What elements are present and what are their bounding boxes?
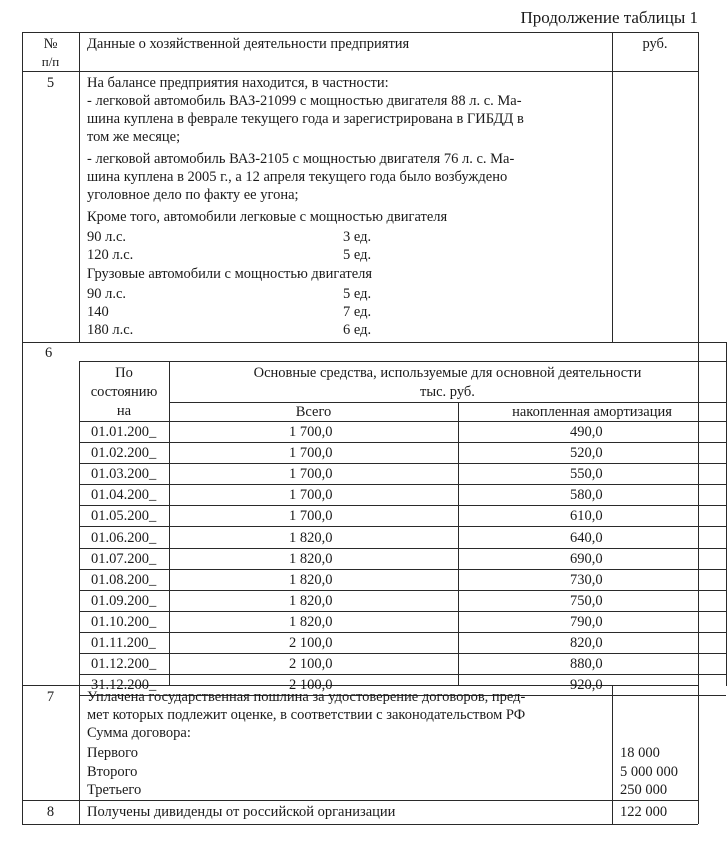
cell-total: 2 100,0 bbox=[289, 635, 333, 651]
row-8-number: 8 bbox=[46, 804, 55, 820]
table-row bbox=[79, 654, 726, 675]
table-row bbox=[79, 422, 726, 443]
contract-label: Второго bbox=[87, 764, 138, 780]
cell-date: 01.05.200_ bbox=[91, 508, 157, 525]
row-8-text: Получены дивиденды от российской организации bbox=[87, 804, 396, 820]
cell-date: 31.12.200_ bbox=[91, 677, 157, 694]
table-row bbox=[79, 612, 726, 633]
inner-header-total: Всего bbox=[295, 404, 332, 420]
cell-amortization: 520,0 bbox=[570, 445, 603, 462]
cell-total: 1 700,0 bbox=[289, 466, 333, 483]
cell-total: 1 820,0 bbox=[289, 571, 333, 588]
header-unit: руб. bbox=[642, 36, 668, 52]
table-row bbox=[79, 633, 726, 654]
cell-date: 01.10.200_ bbox=[91, 613, 157, 630]
table-row bbox=[79, 549, 726, 570]
table-row bbox=[79, 570, 726, 591]
cell-amortization: 490,0 bbox=[570, 424, 603, 440]
car-power: 120 л.с. bbox=[87, 247, 134, 263]
table-caption: Продолжение таблицы 1 bbox=[520, 8, 698, 27]
contract-label: Третьего bbox=[87, 782, 142, 798]
cell-date: 01.08.200_ bbox=[91, 571, 157, 588]
cell-total: 1 700,0 bbox=[289, 487, 333, 504]
header-num-sub: п/п bbox=[41, 54, 60, 69]
row-5-line: уголовное дело по факту ее угона; bbox=[87, 187, 299, 203]
cell-date: 01.07.200_ bbox=[91, 550, 157, 567]
table-row bbox=[79, 506, 726, 527]
cell-amortization: 750,0 bbox=[570, 592, 603, 609]
row-7-line: мет которых подлежит оценке, в соответствии с законодательством РФ bbox=[87, 707, 526, 723]
cell-date: 01.06.200_ bbox=[91, 529, 157, 546]
row-5-line: том же месяце; bbox=[87, 129, 181, 145]
row-5-line: шина куплена в феврале текущего года и зарегистрирована в ГИБДД в bbox=[87, 111, 524, 127]
truck-power: 90 л.с. bbox=[87, 286, 127, 302]
cell-amortization: 920,0 bbox=[570, 677, 603, 694]
row-7-number: 7 bbox=[46, 689, 55, 705]
inner-header-date: на bbox=[116, 403, 132, 419]
contract-value: 18 000 bbox=[620, 745, 660, 761]
cell-total: 1 820,0 bbox=[289, 529, 333, 546]
row-5-line: - легковой автомобиль ВАЗ-2105 с мощностью двигателя 76 л. с. Ма- bbox=[87, 151, 515, 167]
car-count: 3 ед. bbox=[343, 229, 372, 245]
row-6-number: 6 bbox=[45, 345, 53, 361]
cell-date: 01.03.200_ bbox=[91, 466, 157, 483]
table-row bbox=[79, 485, 726, 506]
cell-date: 01.09.200_ bbox=[91, 592, 157, 609]
table-row bbox=[79, 528, 726, 549]
contract-value: 5 000 000 bbox=[620, 764, 678, 780]
cell-total: 1 820,0 bbox=[289, 550, 333, 567]
car-power: 90 л.с. bbox=[87, 229, 127, 245]
inner-header-date: состоянию bbox=[90, 384, 158, 400]
cell-amortization: 550,0 bbox=[570, 466, 603, 483]
cell-date: 01.12.200_ bbox=[91, 656, 157, 673]
cell-total: 1 820,0 bbox=[289, 613, 333, 630]
row-5-line: На балансе предприятия находится, в частности: bbox=[87, 75, 389, 91]
row-5-line: - легковой автомобиль ВАЗ-21099 с мощностью двигателя 88 л. с. Ма- bbox=[87, 93, 522, 109]
cell-total: 1 700,0 bbox=[289, 445, 333, 462]
trucks-title: Грузовые автомобили с мощностью двигателя bbox=[87, 266, 373, 282]
cell-amortization: 580,0 bbox=[570, 487, 603, 504]
row-8-value: 122 000 bbox=[620, 804, 668, 820]
inner-header-date: По bbox=[115, 365, 133, 381]
cell-date: 01.04.200_ bbox=[91, 487, 157, 504]
cell-total: 2 100,0 bbox=[289, 677, 333, 694]
cell-amortization: 730,0 bbox=[570, 571, 603, 588]
inner-header-title: Основные средства, используемые для основной деятельности bbox=[253, 365, 642, 381]
contract-value: 250 000 bbox=[620, 782, 668, 798]
table-row bbox=[79, 464, 726, 485]
header-num: № bbox=[43, 36, 58, 52]
truck-count: 6 ед. bbox=[343, 322, 372, 338]
cell-date: 01.02.200_ bbox=[91, 445, 157, 462]
header-data: Данные о хозяйственной деятельности предприятия bbox=[87, 36, 410, 52]
inner-header-amort: накопленная амортизация bbox=[512, 404, 672, 420]
row-7-line: Уплачена государственная пошлина за удостоверение договоров, пред- bbox=[87, 689, 526, 705]
cell-total: 1 700,0 bbox=[289, 424, 333, 440]
cell-amortization: 690,0 bbox=[570, 550, 603, 567]
cell-total: 1 820,0 bbox=[289, 592, 333, 609]
cell-amortization: 610,0 bbox=[570, 508, 603, 525]
cell-amortization: 820,0 bbox=[570, 635, 603, 651]
cell-date: 01.11.200_ bbox=[91, 635, 156, 651]
contract-label: Первого bbox=[87, 745, 138, 761]
car-count: 5 ед. bbox=[343, 247, 372, 263]
truck-power: 180 л.с. bbox=[87, 322, 134, 338]
cell-total: 1 700,0 bbox=[289, 508, 333, 525]
cell-amortization: 790,0 bbox=[570, 613, 603, 630]
inner-header-unit: тыс. руб. bbox=[420, 384, 475, 400]
truck-power: 140 bbox=[87, 304, 109, 320]
row-5-number: 5 bbox=[46, 75, 55, 91]
row-7-line: Сумма договора: bbox=[87, 725, 191, 741]
truck-count: 7 ед. bbox=[343, 304, 372, 320]
truck-count: 5 ед. bbox=[343, 286, 372, 302]
table-row bbox=[79, 591, 726, 612]
cell-date: 01.01.200_ bbox=[91, 424, 157, 440]
cell-total: 2 100,0 bbox=[289, 656, 333, 673]
row-5-line: шина куплена в 2005 г., а 12 апреля текущего года было возбуждено bbox=[87, 169, 508, 185]
cell-amortization: 880,0 bbox=[570, 656, 603, 673]
cell-amortization: 640,0 bbox=[570, 529, 603, 546]
row-5-line: Кроме того, автомобили легковые с мощностью двигателя bbox=[87, 209, 448, 225]
table-row bbox=[79, 443, 726, 464]
